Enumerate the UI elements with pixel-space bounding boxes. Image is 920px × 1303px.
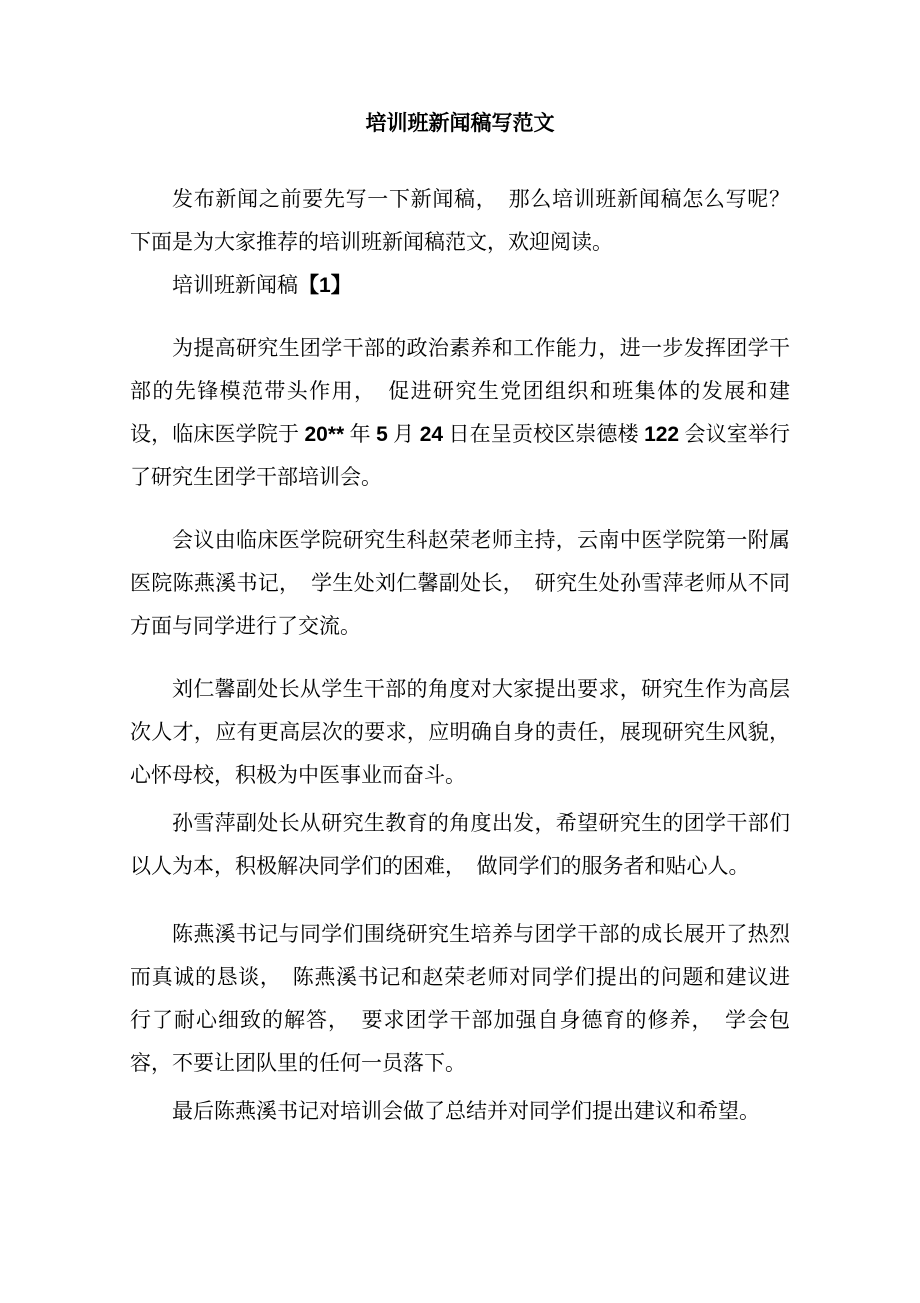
section-heading-label: 培训班新闻稿 <box>172 273 298 297</box>
paragraph-conclusion: 最后陈燕溪书记对培训会做了总结并对同学们提出建议和希望。 <box>172 1099 760 1123</box>
section-heading-bracket-close: 】 <box>330 273 352 297</box>
section-heading-bracket-open: 【 <box>298 273 319 297</box>
paragraph-intro: 发布新闻之前要先写一下新闻稿， 那么培训班新闻稿怎么写呢？下面是为大家推荐的培训班新闻稿范文，欢迎阅读。 <box>130 187 790 254</box>
paragraph-event-room-number: 122 <box>644 423 680 446</box>
paragraph-event-text: 日在呈贡校区崇德楼 <box>443 422 645 446</box>
paragraph-event-text: 为提高研究生团学干部的政治素养和工作能力，进一步发挥团学干部的先锋模范带头作用， 促进研究生党团组织和班集体的发展和建设，临床医学院于 <box>130 336 790 446</box>
paragraph-event-year: 20** <box>304 423 345 446</box>
paragraph-event-text: 月 <box>387 422 420 446</box>
paragraph-event-month: 5 <box>376 423 388 446</box>
paragraph-event <box>130 327 790 499</box>
document-title: 培训班新闻稿写范文 <box>365 111 555 135</box>
paragraph-meeting-hosts: 会议由临床医学院研究生科赵荣老师主持，云南中医学院第一附属医院陈燕溪书记， 学生处刘仁馨副处长， 研究生处孙雪萍老师从不同方面与同学进行了交流。 <box>130 528 790 638</box>
section-heading-1 <box>130 264 790 307</box>
paragraph-event-text: 年 <box>344 422 377 446</box>
paragraph-liu-speech: 刘仁馨副处长从学生干部的角度对大家提出要求，研究生作为高层次人才，应有更高层次的要求，应明确自身的责任，展现研究生风貌，心怀母校，积极为中医事业而奋斗。 <box>130 677 790 787</box>
paragraph-sun-speech: 孙雪萍副处长从研究生教育的角度出发，希望研究生的团学干部们以人为本，积极解决同学们的困难， 做同学们的服务者和贴心人。 <box>130 811 790 878</box>
section-heading-number: 1 <box>319 274 331 297</box>
paragraph-chen-discussion: 陈燕溪书记与同学们围绕研究生培养与团学干部的成长展开了热烈而真诚的恳谈， 陈燕溪书记和赵荣老师对同学们提出的问题和建议进行了耐心细致的解答， 要求团学干部加强自身德育的修养， 学会包容，不要让团队里的任何一员落下。 <box>130 922 790 1075</box>
paragraph-event-text: 会议室举行了研究生团学干部培训会。 <box>130 422 791 489</box>
paragraph-event-day: 24 <box>419 423 444 446</box>
